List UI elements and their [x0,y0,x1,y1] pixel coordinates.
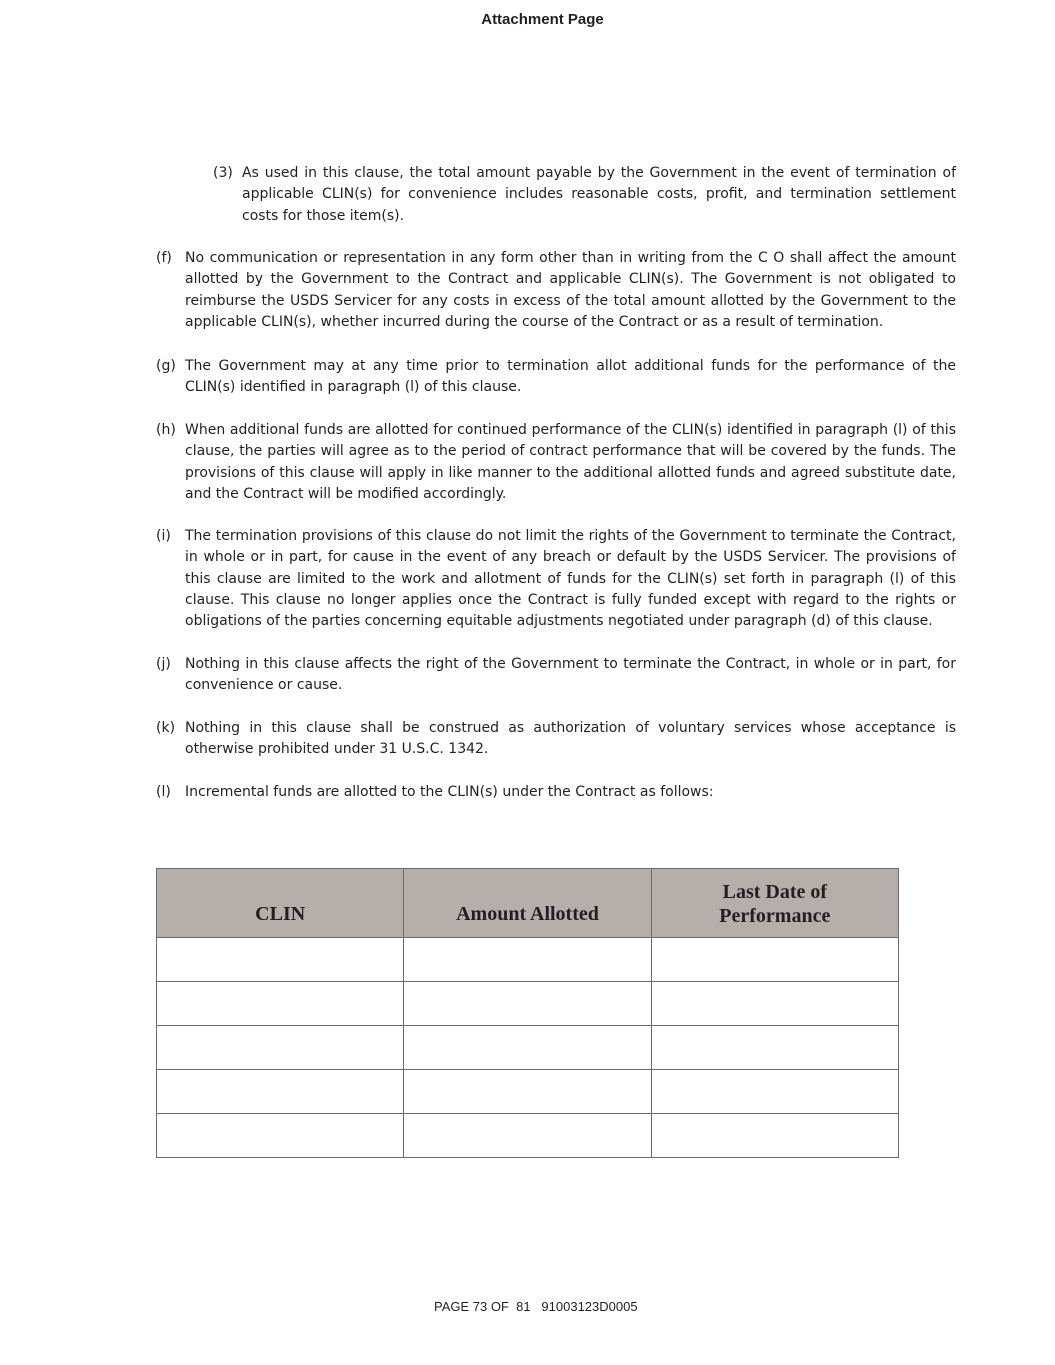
table-cell [404,938,651,982]
clause-text: As used in this clause, the total amount payable by the Government in the event of termination of applicable CLIN(s) for convenience includes reasonable costs, profit, and termination settlement costs for those item(s). [242,165,956,224]
table-cell [651,1070,898,1114]
table-cell [651,982,898,1026]
clause-text: No communication or representation in any form other than in writing from the C O shall affect the amount allotted by the Government to the Contract and applicable CLIN(s). The Government is not obligated to reimburse the USDS Servicer for any costs in excess of the total amount allotted by the Government to the applicable CLIN(s), whether incurred during the course of the Contract or as a result of termination. [185,250,956,330]
clause-label: (l) [156,784,171,800]
table-cell [157,1070,404,1114]
clause-label: (k) [156,720,176,736]
clause-l [156,782,956,803]
table-cell [157,938,404,982]
table-cell [157,1114,404,1158]
clause-3 [213,163,956,227]
table-cell [157,982,404,1026]
clause-h [156,420,956,505]
table-cell [651,938,898,982]
table-cell [157,1026,404,1070]
clause-f [156,248,956,333]
funds-allotment-table [156,868,899,1158]
table-row [157,938,899,982]
clause-text: The termination provisions of this clause do not limit the rights of the Government to terminate the Contract, in whole or in part, for cause in the event of any breach or default by the USDS Servicer. The provisions of this clause are limited to the work and allotment of funds for the CLIN(s) set forth in paragraph (l) of this clause. This clause no longer applies once the Contract is fully funded except with regard to the rights or obligations of the parties concerning equitable adjustments negotiated under paragraph (d) of this clause. [185,528,956,630]
page-footer: PAGE 73 OF 81 91003123D0005 [434,1299,638,1314]
table-cell [651,1026,898,1070]
table-cell [404,1114,651,1158]
clause-label: (j) [156,656,171,672]
table-cell [651,1114,898,1158]
clause-label: (g) [156,358,176,374]
clause-label: (i) [156,528,171,544]
table-header-row [157,869,899,938]
clause-text: Nothing in this clause affects the right of the Government to terminate the Contract, in whole or in part, for convenience or cause. [185,656,956,694]
clause-text: When additional funds are allotted for continued performance of the CLIN(s) identified in paragraph (l) of this clause, the parties will agree as to the period of contract performance that will be covered by the funds. The provisions of this clause will apply in like manner to the additional allotted funds and agreed substitute date, and the Contract will be modified accordingly. [185,422,956,502]
page-header-title: Attachment Page [481,11,604,28]
column-header-clin: CLIN [157,869,404,938]
clause-text: Nothing in this clause shall be construed as authorization of voluntary services whose acceptance is otherwise prohibited under 31 U.S.C. 1342. [185,720,956,758]
clause-label: (3) [213,165,233,181]
clause-i [156,526,956,632]
table-cell [404,982,651,1026]
clause-text: Incremental funds are allotted to the CLIN(s) under the Contract as follows: [185,784,714,800]
clause-label: (h) [156,422,176,438]
column-header-amount-allotted: Amount Allotted [404,869,651,938]
table-row [157,982,899,1026]
clause-label: (f) [156,250,172,266]
table-cell [404,1070,651,1114]
clause-k [156,718,956,761]
clause-j [156,654,956,697]
table-row [157,1070,899,1114]
table-row [157,1026,899,1070]
clause-g [156,356,956,399]
table-row [157,1114,899,1158]
table-cell [404,1026,651,1070]
clause-text: The Government may at any time prior to termination allot additional funds for the performance of the CLIN(s) identified in paragraph (l) of this clause. [185,358,956,396]
column-header-last-date-of-performance: Last Date of Performance [651,869,898,938]
